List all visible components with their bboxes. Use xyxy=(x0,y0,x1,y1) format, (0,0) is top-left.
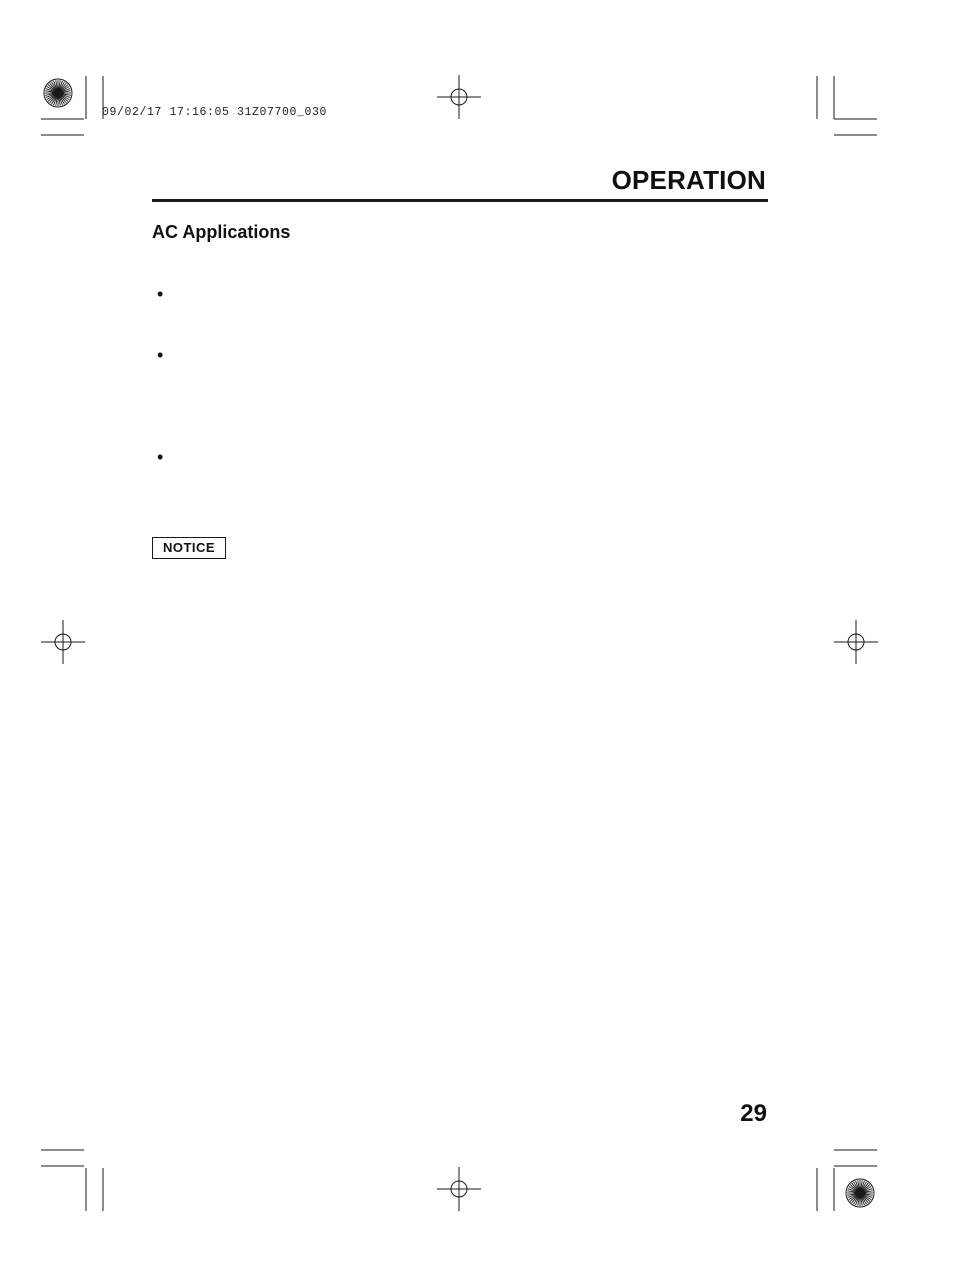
registration-target-right xyxy=(834,620,878,664)
registration-target-top xyxy=(437,75,481,119)
page-number: 29 xyxy=(740,1100,767,1127)
section-title: OPERATION xyxy=(611,165,766,195)
bullet-point-1: • xyxy=(157,284,164,304)
notice-label: NOTICE xyxy=(152,537,226,559)
registration-target-bottom xyxy=(437,1167,481,1211)
bullet-point-3: • xyxy=(157,447,164,467)
starburst-mark-bottom-right xyxy=(846,1179,874,1207)
registration-target-left xyxy=(41,620,85,664)
bullet-point-2: • xyxy=(157,345,164,365)
subsection-heading: AC Applications xyxy=(152,222,291,242)
starburst-mark-top-left xyxy=(44,79,72,107)
title-divider xyxy=(152,199,768,202)
print-timestamp: 09/02/17 17:16:05 31Z07700_030 xyxy=(102,106,328,119)
